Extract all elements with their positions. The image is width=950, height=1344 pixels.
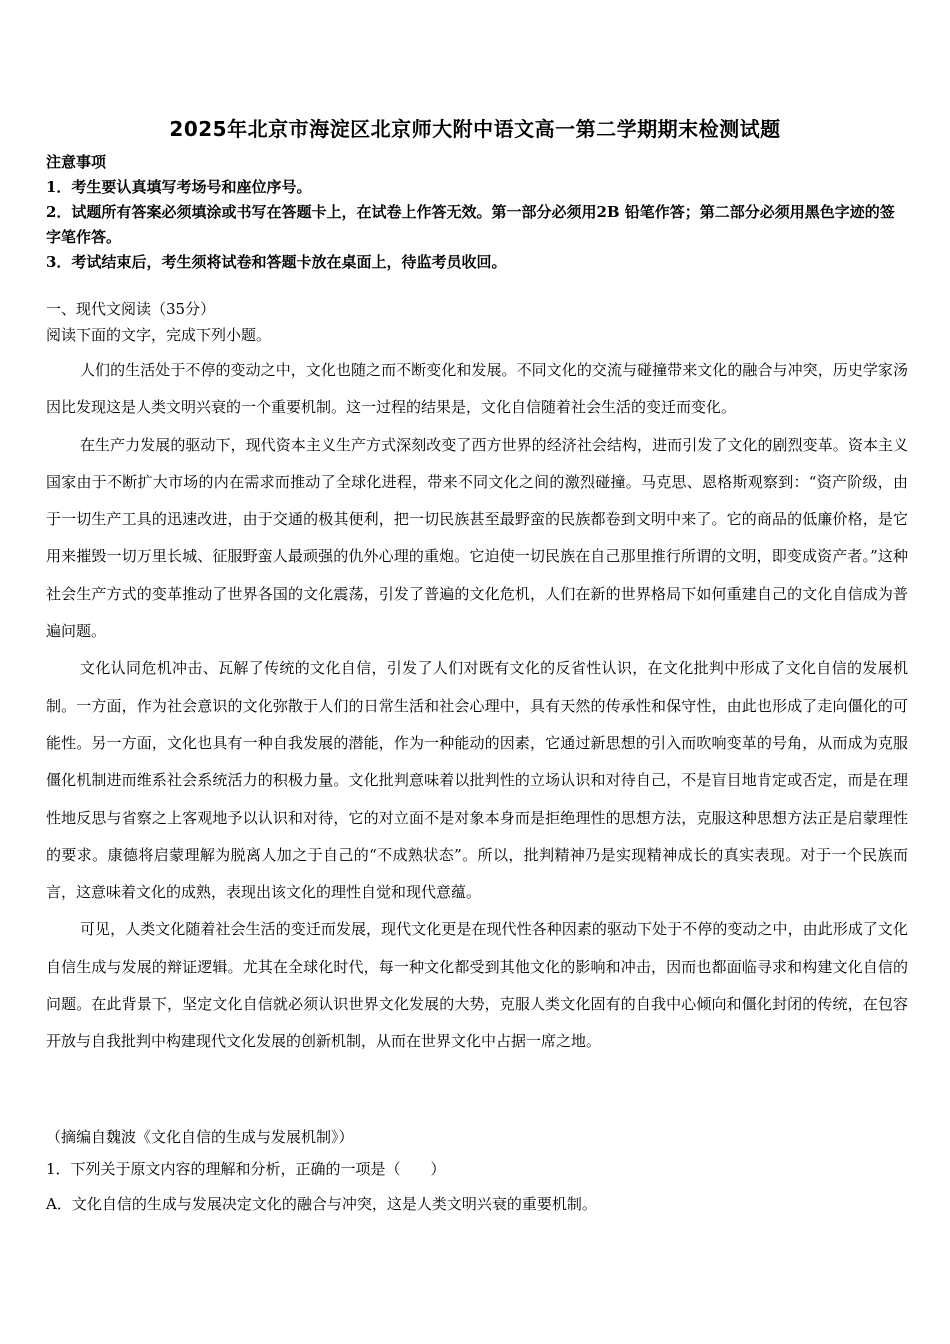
passage-paragraph-3: 文化认同危机冲击、瓦解了传统的文化自信，引发了人们对既有文化的反省性认识，在文化批判中形成了文化自信的发展机制。一方面，作为社会意识的文化弥散于人们的日常生活和社会心理中，具有天然的传承性和保守性，由此也形成了走向僵化的可能性。另一方面，文化也具有一种自我发展的潜能，作为一种能动的因素，它通过新思想的引入而吹响变革的号角，从而成为克服僵化机制进而维系社会系统活力的积极力量。文化批判意味着以批判性的立场认识和对待自己，不是盲目地肯定或否定，而是在理性地反思与省察之上客观地予以认识和对待，它的对立面不是对象本身而是拒绝理性的思想方法，克服这种思想方法正是启蒙理性的要求。康德将启蒙理解为脱离人加之于自己的“不成熟状态”。所以，批判精神乃是实现精神成长的真实表现。对于一个民族而言，这意味着文化的成熟，表现出该文化的理性自觉和现代意蕴。 <box>46 659 908 902</box>
section-heading: 一、现代文阅读（35分） <box>46 300 216 318</box>
passage-source: （摘编自魏波《文化自信的生成与发展机制》） <box>46 1128 354 1146</box>
passage-paragraph-1: 人们的生活处于不停的变动之中，文化也随之而不断变化和发展。不同文化的交流与碰撞带来文化的融合与冲突，历史学家汤因比发现这是人类文明兴衰的一个重要机制。这一过程的结果是，文化自信随着社会生活的变迁而变化。 <box>46 361 908 417</box>
question-1-option-a: A．文化自信的生成与发展决定文化的融合与冲突，这是人类文明兴衰的重要机制。 <box>46 1195 597 1213</box>
notice-block <box>46 150 908 275</box>
notice-item-2: 2．试题所有答案必须填涂或书写在答题卡上，在试卷上作答无效。第一部分必须用2B 铅笔作答；第二部分必须用黑色字迹的签字笔作答。 <box>46 203 895 246</box>
section-instruction: 阅读下面的文字，完成下列小题。 <box>46 326 272 344</box>
passage-paragraph-4: 可见，人类文化随着社会生活的变迁而发展，现代文化更是在现代性各种因素的驱动下处于不停的变动之中，由此形成了文化自信生成与发展的辩证逻辑。尤其在全球化时代，每一种文化都受到其他文化的影响和冲击，因而也都面临寻求和构建文化自信的问题。在此背景下，坚定文化自信就必须认识世界文化发展的大势，克服人类文化固有的自我中心倾向和僵化封闭的传统，在包容开放与自我批判中构建现代文化发展的创新机制，从而在世界文化中占据一席之地。 <box>46 920 908 1051</box>
notice-item-3: 3．考试结束后，考生须将试卷和答题卡放在桌面上，待监考员收回。 <box>46 253 507 271</box>
notice-item-1: 1．考生要认真填写考场号和座位序号。 <box>46 178 312 196</box>
notice-heading: 注意事项 <box>46 153 107 171</box>
passage-paragraph-2: 在生产力发展的驱动下，现代资本主义生产方式深刻改变了西方世界的经济社会结构，进而引发了文化的剧烈变革。资本主义国家由于不断扩大市场的内在需求而推动了全球化进程，带来不同文化之间的激烈碰撞。马克思、恩格斯观察到：“资产阶级，由于一切生产工具的迅速改进，由于交通的极其便利，把一切民族甚至最野蛮的民族都卷到文明中来了。它的商品的低廉价格，是它用来摧毁一切万里长城、征服野蛮人最顽强的仇外心理的重炮。它迫使一切民族在自己那里推行所谓的文明，即变成资产者。”这种社会生产方式的变革推动了世界各国的文化震荡，引发了普遍的文化危机，人们在新的世界格局下如何重建自己的文化自信成为普遍问题。 <box>46 435 908 641</box>
question-1-stem: 1．下列关于原文内容的理解和分析，正确的一项是（ ） <box>46 1160 446 1178</box>
reading-passage <box>46 352 908 1061</box>
page-title: 2025年北京市海淀区北京师大附中语文高一第二学期期末检测试题 <box>169 117 781 141</box>
